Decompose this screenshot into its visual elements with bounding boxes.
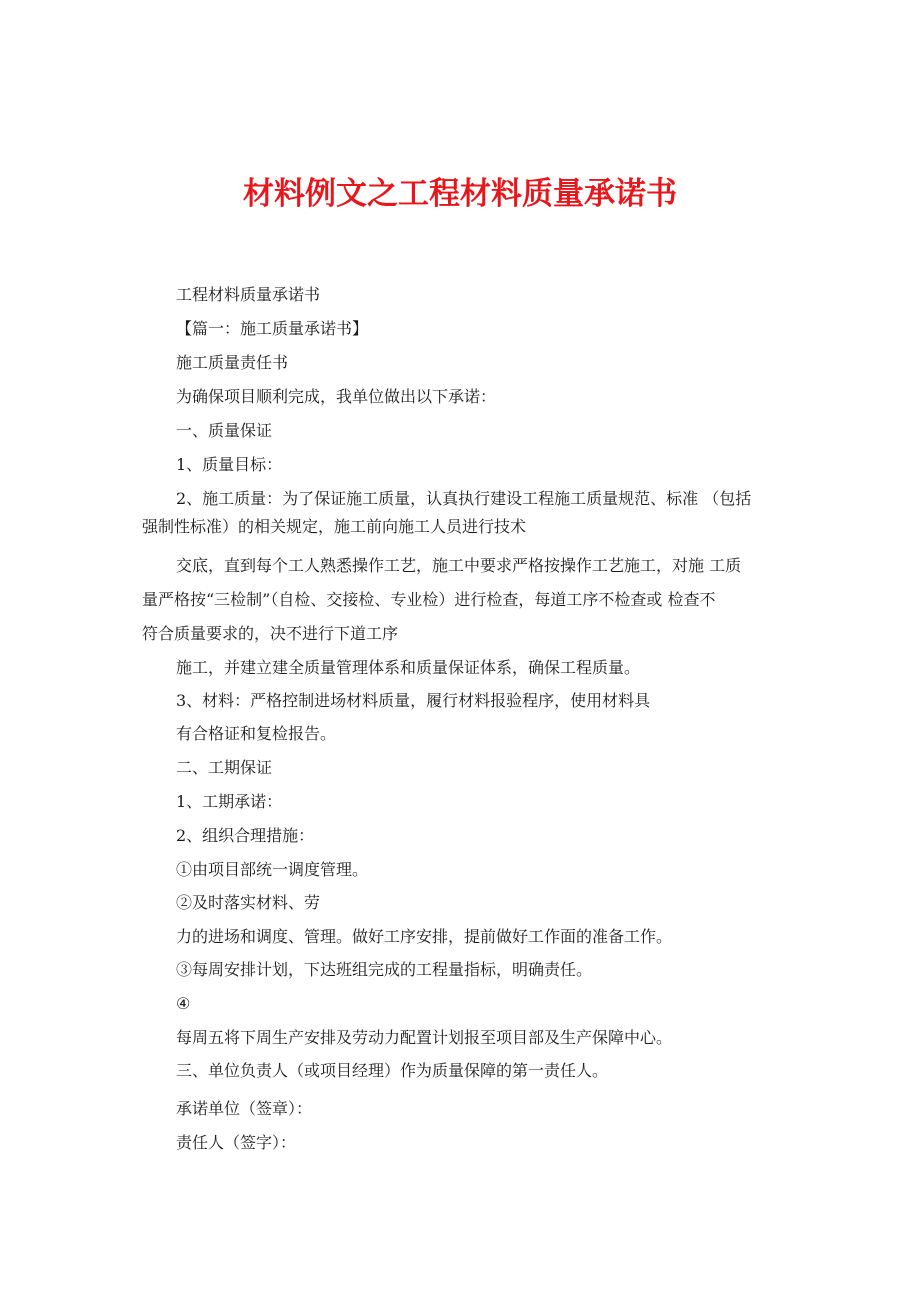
text-line: 施工，并建立建全质量管理体系和质量保证体系，确保工程质量。 bbox=[176, 658, 641, 677]
text-line: 强制性标准）的相关规定，施工前向施工人员进行技术 bbox=[142, 517, 527, 536]
text-line: 2、施工质量：为了保证施工质量，认真执行建设工程施工质量规范、标准 （包括 bbox=[176, 489, 752, 508]
text-line: 二、工期保证 bbox=[176, 758, 273, 777]
text-line: 有合格证和复检报告。 bbox=[176, 724, 337, 743]
text-line: 3、材料：严格控制进场材料质量，履行材料报验程序，使用材料具 bbox=[176, 691, 651, 710]
text-line: ③每周安排计划，下达班组完成的工程量指标，明确责任。 bbox=[176, 960, 593, 979]
text-line: 工程材料质量承诺书 bbox=[176, 285, 321, 304]
text-line: 一、质量保证 bbox=[176, 421, 273, 440]
text-line: 为确保项目顺利完成，我单位做出以下承诺： bbox=[176, 387, 497, 406]
text-line: 1、工期承诺： bbox=[176, 792, 283, 811]
text-line: 每周五将下周生产安排及劳动力配置计划报至项目部及生产保障中心。 bbox=[176, 1028, 673, 1047]
text-line: 承诺单位（签章）： bbox=[176, 1099, 313, 1118]
document-title: 材料例文之工程材料质量承诺书 bbox=[243, 176, 677, 212]
text-line: 量严格按“三检制”（自检、交接检、专业检）进行检查，每道工序不检查或 检查不 bbox=[142, 590, 716, 609]
text-line: 责任人（签字）： bbox=[176, 1133, 297, 1152]
text-line: ①由项目部统一调度管理。 bbox=[176, 860, 369, 879]
text-line: 三、单位负责人（或项目经理）作为质量保障的第一责任人。 bbox=[176, 1061, 609, 1080]
text-line: 符合质量要求的，决不进行下道工序 bbox=[142, 624, 399, 643]
text-line: 交底，直到每个工人熟悉操作工艺，施工中要求严格按操作工艺施工，对施 工质 bbox=[176, 556, 742, 575]
text-line: ④ bbox=[176, 994, 191, 1013]
text-line: 施工质量责任书 bbox=[176, 353, 289, 372]
text-line: 力的进场和调度、管理。做好工序安排，提前做好工作面的准备工作。 bbox=[176, 927, 673, 946]
text-line: 1、质量目标： bbox=[176, 455, 283, 474]
text-line: ②及时落实材料、劳 bbox=[176, 893, 321, 912]
text-line: 【篇一：施工质量承诺书】 bbox=[176, 319, 369, 338]
text-line: 2、组织合理措施： bbox=[176, 826, 315, 845]
